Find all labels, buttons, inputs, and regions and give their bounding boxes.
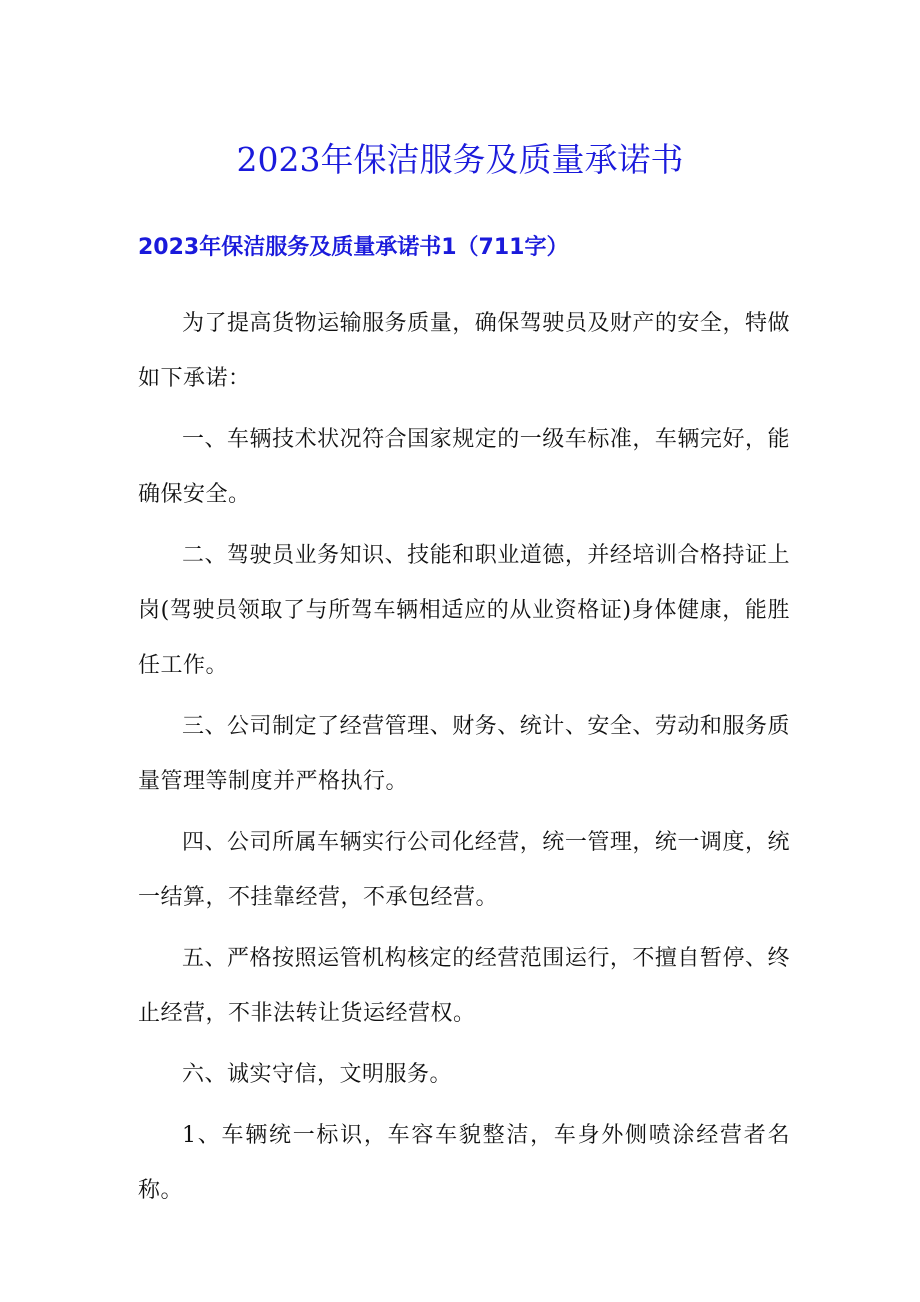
- document-title: 2023年保洁服务及质量承诺书: [236, 140, 684, 179]
- paragraph-item-3: 三、公司制定了经营管理、财务、统计、安全、劳动和服务质量管理等制度并严格执行。: [138, 714, 790, 794]
- paragraph-item-4: 四、公司所属车辆实行公司化经营，统一管理，统一调度，统一结算，不挂靠经营，不承包经营。: [138, 830, 790, 910]
- paragraph-item-2: 二、驾驶员业务知识、技能和职业道德，并经培训合格持证上岗(驾驶员领取了与所驾车辆相适应的从业资格证)身体健康，能胜任工作。: [138, 543, 790, 678]
- paragraph-intro: 为了提高货物运输服务质量，确保驾驶员及财产的安全，特做如下承诺：: [138, 311, 790, 391]
- paragraph-item-1: 一、车辆技术状况符合国家规定的一级车标准，车辆完好，能确保安全。: [138, 427, 790, 507]
- paragraph-item-5: 五、严格按照运管机构核定的经营范围运行，不擅自暂停、终止经营，不非法转让货运经营权。: [138, 946, 790, 1026]
- document-body: [138, 296, 790, 1224]
- paragraph-subitem-1: 1、车辆统一标识，车容车貌整洁，车身外侧喷涂经营者名称。: [138, 1123, 790, 1203]
- section-heading: 2023年保洁服务及质量承诺书1（711字）: [138, 235, 569, 260]
- paragraph-item-6: 六、诚实守信，文明服务。: [182, 1062, 453, 1087]
